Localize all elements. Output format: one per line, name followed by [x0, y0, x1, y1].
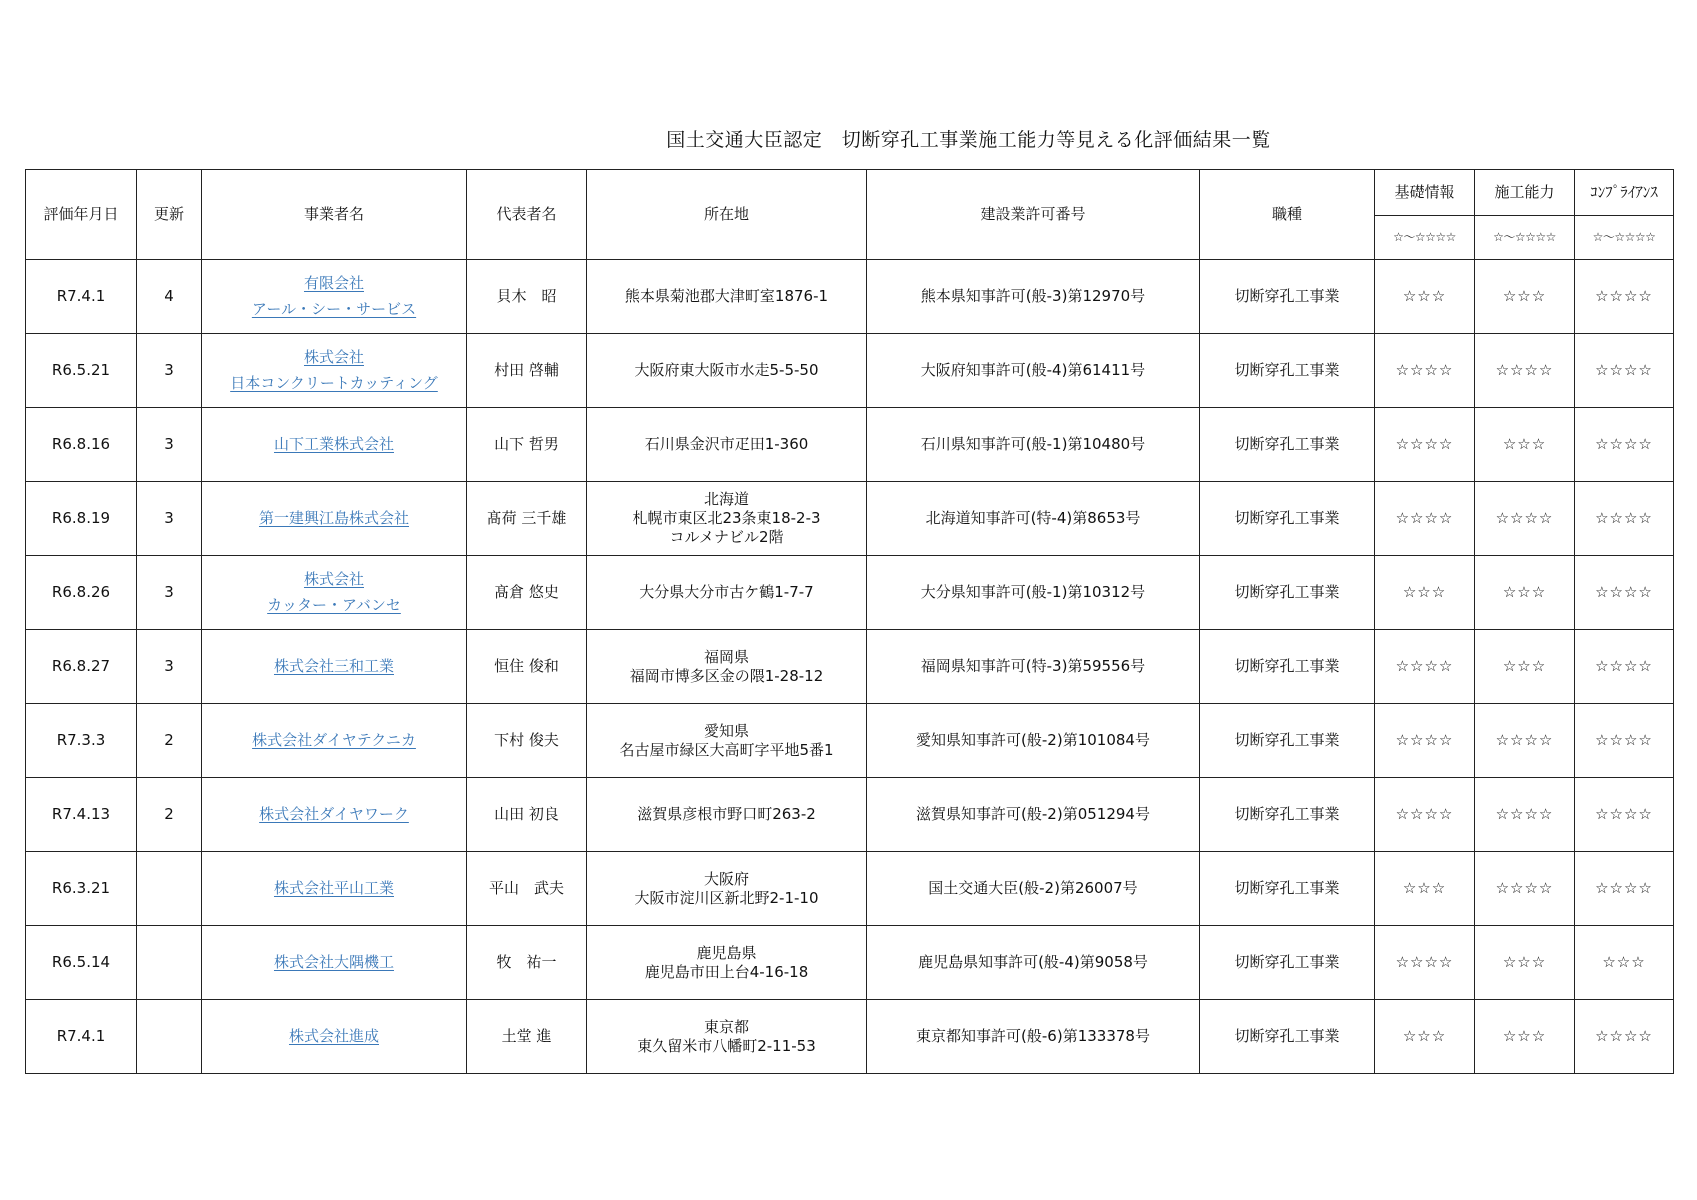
eval-date-cell: R6.8.26 [26, 556, 137, 630]
capability-rating-cell: ☆☆☆ [1475, 260, 1575, 334]
compliance-rating-cell: ☆☆☆☆ [1575, 630, 1674, 704]
company-name-cell [202, 630, 467, 704]
table-row [26, 1000, 1674, 1074]
license-number-cell: 石川県知事許可(般-1)第10480号 [867, 408, 1200, 482]
trade-cell: 切断穿孔工事業 [1200, 334, 1375, 408]
company-link[interactable]: カッター・アバンセ [267, 595, 401, 614]
eval-date-cell: R7.4.13 [26, 778, 137, 852]
header-license: 建設業許可番号 [867, 170, 1200, 260]
compliance-rating-cell: ☆☆☆ [1575, 926, 1674, 1000]
address-cell [587, 556, 867, 630]
representative-cell: 恒住 俊和 [467, 630, 587, 704]
company-name-cell [202, 1000, 467, 1074]
company-link[interactable]: 株式会社平山工業 [273, 878, 394, 897]
license-number-cell: 鹿児島県知事許可(般-4)第9058号 [867, 926, 1200, 1000]
capability-rating-cell: ☆☆☆☆ [1475, 778, 1575, 852]
company-name-cell [202, 926, 467, 1000]
representative-cell: 髙倉 悠史 [467, 556, 587, 630]
company-name-cell [202, 482, 467, 556]
trade-cell: 切断穿孔工事業 [1200, 926, 1375, 1000]
header-capability: 施工能力 [1475, 170, 1575, 216]
table-row [26, 926, 1674, 1000]
address-line: 大阪府 [703, 869, 749, 888]
address-cell [587, 482, 867, 556]
license-number-cell: 福岡県知事許可(特-3)第59556号 [867, 630, 1200, 704]
eval-date-cell: R6.3.21 [26, 852, 137, 926]
address-line: 熊本県菊池郡大津町室1876-1 [624, 287, 829, 306]
capability-rating-cell: ☆☆☆ [1475, 408, 1575, 482]
eval-date-cell: R6.8.19 [26, 482, 137, 556]
renewal-count-cell: 3 [137, 408, 202, 482]
company-link[interactable]: 株式会社三和工業 [273, 656, 394, 675]
address-line: 名古屋市緑区大高町字平地5番1 [619, 740, 834, 759]
address-line: 滋賀県彦根市野口町263-2 [637, 805, 816, 824]
address-line: 北海道 [703, 490, 749, 509]
trade-cell: 切断穿孔工事業 [1200, 556, 1375, 630]
representative-cell: 山田 初良 [467, 778, 587, 852]
page-title-text: 国土交通大臣認定 切断穿孔工事業施工能力等見える化評価結果一覧 [666, 129, 1271, 151]
eval-date-cell: R6.5.14 [26, 926, 137, 1000]
header-trade: 職種 [1200, 170, 1375, 260]
basic-rating-cell: ☆☆☆☆ [1375, 482, 1475, 556]
compliance-rating-cell: ☆☆☆☆ [1575, 334, 1674, 408]
address-line: 大阪市淀川区新北野2-1-10 [634, 888, 819, 907]
basic-rating-cell: ☆☆☆☆ [1375, 408, 1475, 482]
trade-cell: 切断穿孔工事業 [1200, 482, 1375, 556]
header-representative: 代表者名 [467, 170, 587, 260]
table-row [26, 630, 1674, 704]
compliance-rating-cell: ☆☆☆☆ [1575, 408, 1674, 482]
company-link[interactable]: 株式会社ダイヤワーク [259, 804, 409, 823]
page-title [0, 125, 1697, 152]
company-link[interactable]: 山下工業株式会社 [273, 434, 394, 453]
address-cell [587, 1000, 867, 1074]
address-cell [587, 926, 867, 1000]
company-name-cell [202, 260, 467, 334]
address-line: 大阪府東大阪市水走5-5-50 [634, 361, 819, 380]
compliance-rating-cell: ☆☆☆☆ [1575, 556, 1674, 630]
capability-rating-cell: ☆☆☆☆ [1475, 704, 1575, 778]
address-line: 東京都 [703, 1017, 749, 1036]
header-basic-range: ☆～☆☆☆☆ [1375, 216, 1475, 260]
basic-rating-cell: ☆☆☆ [1375, 852, 1475, 926]
table-row [26, 778, 1674, 852]
capability-rating-cell: ☆☆☆ [1475, 556, 1575, 630]
license-number-cell: 滋賀県知事許可(般-2)第051294号 [867, 778, 1200, 852]
company-link[interactable]: 株式会社進成 [288, 1026, 379, 1045]
license-number-cell: 熊本県知事許可(般-3)第12970号 [867, 260, 1200, 334]
address-cell [587, 260, 867, 334]
basic-rating-cell: ☆☆☆☆ [1375, 926, 1475, 1000]
renewal-count-cell [137, 852, 202, 926]
license-number-cell: 国土交通大臣(般-2)第26007号 [867, 852, 1200, 926]
header-row [26, 170, 1674, 216]
basic-rating-cell: ☆☆☆☆ [1375, 334, 1475, 408]
basic-rating-cell: ☆☆☆ [1375, 260, 1475, 334]
trade-cell: 切断穿孔工事業 [1200, 630, 1375, 704]
compliance-rating-cell: ☆☆☆☆ [1575, 778, 1674, 852]
representative-cell: 牧 祐一 [467, 926, 587, 1000]
trade-cell: 切断穿孔工事業 [1200, 1000, 1375, 1074]
renewal-count-cell: 3 [137, 482, 202, 556]
basic-rating-cell: ☆☆☆☆ [1375, 704, 1475, 778]
renewal-count-cell: 2 [137, 704, 202, 778]
company-name-cell [202, 556, 467, 630]
license-number-cell: 大分県知事許可(般-1)第10312号 [867, 556, 1200, 630]
license-number-cell: 北海道知事許可(特-4)第8653号 [867, 482, 1200, 556]
header-compliance-range: ☆～☆☆☆☆ [1575, 216, 1674, 260]
capability-rating-cell: ☆☆☆ [1475, 1000, 1575, 1074]
compliance-rating-cell: ☆☆☆☆ [1575, 260, 1674, 334]
address-line: 石川県金沢市疋田1-360 [644, 435, 809, 454]
address-line: 福岡県 [703, 647, 749, 666]
evaluation-results-table [25, 169, 1674, 1074]
header-basic: 基礎情報 [1375, 170, 1475, 216]
address-line: 鹿児島県 [696, 943, 757, 962]
company-link[interactable]: 株式会社 [303, 348, 364, 366]
renewal-count-cell [137, 926, 202, 1000]
compliance-rating-cell: ☆☆☆☆ [1575, 482, 1674, 556]
company-link[interactable]: 日本コンクリートカッティング [230, 373, 438, 392]
header-capability-range: ☆～☆☆☆☆ [1475, 216, 1575, 260]
representative-cell: 土堂 進 [467, 1000, 587, 1074]
basic-rating-cell: ☆☆☆ [1375, 1000, 1475, 1074]
address-line: 福岡市博多区金の隈1-28-12 [629, 666, 824, 685]
trade-cell: 切断穿孔工事業 [1200, 704, 1375, 778]
header-address: 所在地 [587, 170, 867, 260]
capability-rating-cell: ☆☆☆ [1475, 926, 1575, 1000]
representative-cell: 貝木 昭 [467, 260, 587, 334]
header-date: 評価年月日 [26, 170, 137, 260]
eval-date-cell: R6.8.27 [26, 630, 137, 704]
company-link[interactable]: 株式会社大隅機工 [273, 952, 394, 971]
representative-cell: 山下 哲男 [467, 408, 587, 482]
table-row [26, 852, 1674, 926]
address-line: 大分県大分市古ケ鶴1-7-7 [639, 583, 814, 602]
company-link[interactable]: 第一建興江島株式会社 [258, 508, 409, 527]
company-link[interactable]: 有限会社 [303, 274, 364, 292]
renewal-count-cell: 4 [137, 260, 202, 334]
trade-cell: 切断穿孔工事業 [1200, 408, 1375, 482]
table-row [26, 556, 1674, 630]
address-cell [587, 778, 867, 852]
table-row [26, 704, 1674, 778]
table-row [26, 260, 1674, 334]
company-name-cell [202, 334, 467, 408]
renewal-count-cell: 3 [137, 334, 202, 408]
compliance-rating-cell: ☆☆☆☆ [1575, 852, 1674, 926]
compliance-rating-cell: ☆☆☆☆ [1575, 1000, 1674, 1074]
representative-cell: 下村 俊夫 [467, 704, 587, 778]
representative-cell: 平山 武夫 [467, 852, 587, 926]
header-compliance: ｺﾝﾌﾟﾗｲｱﾝｽ [1575, 170, 1674, 216]
company-name-cell [202, 778, 467, 852]
table-row [26, 334, 1674, 408]
basic-rating-cell: ☆☆☆☆ [1375, 778, 1475, 852]
basic-rating-cell: ☆☆☆ [1375, 556, 1475, 630]
eval-date-cell: R6.5.21 [26, 334, 137, 408]
eval-date-cell: R7.4.1 [26, 260, 137, 334]
renewal-count-cell: 2 [137, 778, 202, 852]
representative-cell: 村田 啓輔 [467, 334, 587, 408]
address-cell [587, 852, 867, 926]
compliance-rating-cell: ☆☆☆☆ [1575, 704, 1674, 778]
license-number-cell: 愛知県知事許可(般-2)第101084号 [867, 704, 1200, 778]
eval-date-cell: R7.3.3 [26, 704, 137, 778]
table-body [26, 260, 1674, 1074]
address-line: コルメナビル2階 [669, 527, 784, 546]
table-row [26, 408, 1674, 482]
license-number-cell: 東京都知事許可(般-6)第133378号 [867, 1000, 1200, 1074]
capability-rating-cell: ☆☆☆☆ [1475, 482, 1575, 556]
company-link[interactable]: 株式会社 [303, 570, 364, 588]
basic-rating-cell: ☆☆☆☆ [1375, 630, 1475, 704]
renewal-count-cell [137, 1000, 202, 1074]
company-link[interactable]: 株式会社ダイヤテクニカ [252, 730, 416, 749]
eval-date-cell: R6.8.16 [26, 408, 137, 482]
representative-cell: 髙荷 三千雄 [467, 482, 587, 556]
address-cell [587, 334, 867, 408]
header-company: 事業者名 [202, 170, 467, 260]
header-renewal: 更新 [137, 170, 202, 260]
address-line: 愛知県 [703, 721, 749, 740]
address-line: 鹿児島市田上台4-16-18 [644, 962, 809, 981]
company-name-cell [202, 704, 467, 778]
capability-rating-cell: ☆☆☆☆ [1475, 334, 1575, 408]
company-name-cell [202, 852, 467, 926]
address-cell [587, 408, 867, 482]
company-link[interactable]: アール・シー・サービス [251, 299, 417, 318]
table-row [26, 482, 1674, 556]
address-cell [587, 630, 867, 704]
renewal-count-cell: 3 [137, 630, 202, 704]
trade-cell: 切断穿孔工事業 [1200, 852, 1375, 926]
trade-cell: 切断穿孔工事業 [1200, 778, 1375, 852]
renewal-count-cell: 3 [137, 556, 202, 630]
address-line: 札幌市東区北23条東18-2-3 [632, 509, 821, 528]
capability-rating-cell: ☆☆☆☆ [1475, 852, 1575, 926]
address-line: 東久留米市八幡町2-11-53 [637, 1036, 816, 1055]
eval-date-cell: R7.4.1 [26, 1000, 137, 1074]
address-cell [587, 704, 867, 778]
capability-rating-cell: ☆☆☆ [1475, 630, 1575, 704]
license-number-cell: 大阪府知事許可(般-4)第61411号 [867, 334, 1200, 408]
trade-cell: 切断穿孔工事業 [1200, 260, 1375, 334]
company-name-cell [202, 408, 467, 482]
